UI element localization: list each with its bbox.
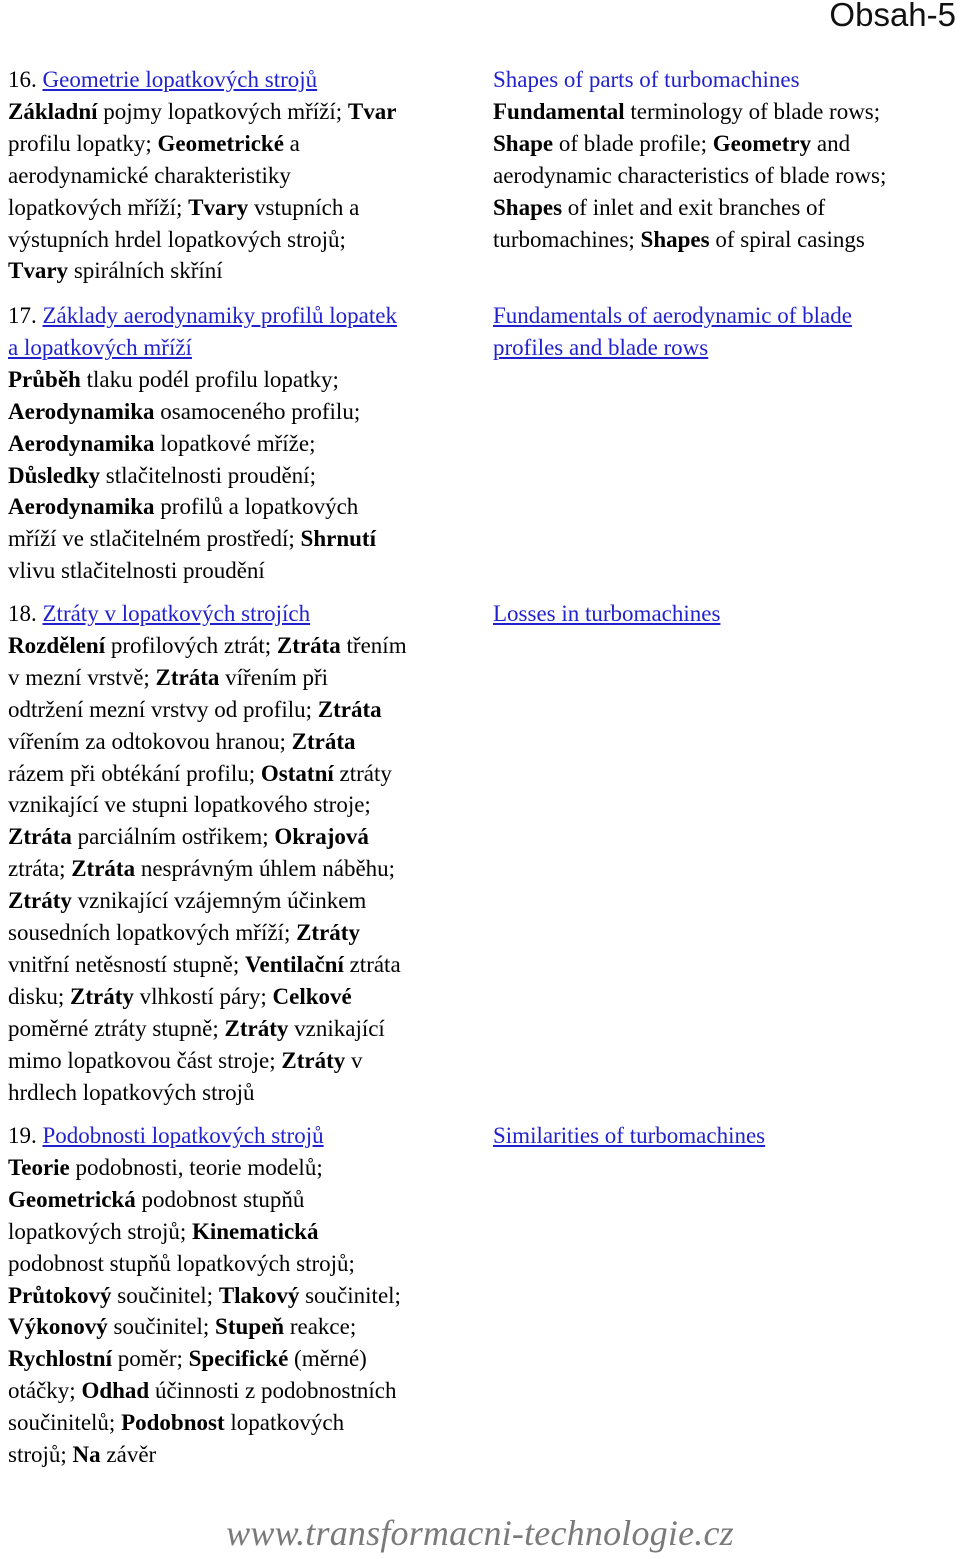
text-line — [8, 96, 480, 128]
section-number: 16. — [8, 67, 37, 92]
section-number: 17. — [8, 303, 37, 328]
section-heading — [8, 300, 480, 332]
text-line — [8, 523, 480, 555]
keyword: Na — [72, 1442, 101, 1468]
footer-url[interactable]: www.transformacni-technologie.cz — [226, 1513, 734, 1553]
text-line — [8, 460, 480, 492]
text-run: profilových ztrát; — [105, 632, 277, 658]
text-run: aerodynamic characteristics of blade rows; — [493, 162, 887, 188]
text-run: odtržení mezní vrstvy od profilu; — [8, 696, 318, 722]
text-run: strojů; — [8, 1442, 73, 1468]
text-line — [8, 364, 480, 396]
text-line — [8, 192, 480, 224]
text-run: turbomachines; — [493, 226, 641, 252]
keyword: Shape — [493, 130, 554, 156]
section-heading — [8, 1120, 480, 1152]
text-run: vnitřní netěsností stupně; — [8, 951, 246, 977]
text-line — [8, 428, 480, 460]
text-run: součinitel; — [299, 1282, 401, 1308]
keyword: Tvary — [8, 258, 69, 284]
english-column — [493, 300, 955, 364]
keyword: Ztráty — [281, 1047, 346, 1073]
text-line — [8, 758, 480, 790]
text-line — [493, 96, 955, 128]
text-run: mříží ve stlačitelném prostředí; — [8, 526, 301, 552]
keyword: Kinematická — [191, 1218, 319, 1244]
text-line — [8, 1184, 480, 1216]
text-run: součinitelů; — [8, 1410, 122, 1436]
section-description — [8, 364, 480, 587]
text-run: poměrné ztráty stupně; — [8, 1015, 225, 1041]
text-line — [8, 160, 480, 192]
keyword: Shapes — [640, 226, 710, 252]
english-title[interactable]: Losses in turbomachines — [493, 601, 721, 626]
keyword: Ostatní — [260, 760, 334, 786]
text-run: of spiral casings — [709, 226, 865, 252]
text-run: a — [283, 130, 300, 156]
text-line — [8, 1343, 480, 1375]
text-run: ztráta; — [8, 856, 72, 882]
keyword: Okrajová — [274, 824, 369, 850]
section-description — [8, 1152, 480, 1471]
text-run: vznikající — [288, 1015, 385, 1041]
text-run: reakce; — [284, 1314, 357, 1340]
keyword: Podobnost — [121, 1410, 225, 1436]
text-run: výstupních hrdel lopatkových strojů; — [8, 226, 346, 252]
czech-column — [8, 1120, 480, 1471]
text-line — [8, 789, 480, 821]
text-run: vstupních a — [248, 194, 360, 220]
text-line — [8, 1152, 480, 1184]
keyword: Fundamental — [493, 98, 625, 124]
text-run: vlivu stlačitelnosti proudění — [8, 558, 265, 584]
keyword: Ztráty — [8, 888, 72, 914]
keyword: Stupeň — [215, 1314, 285, 1340]
keyword: Rozdělení — [8, 632, 106, 658]
text-run: mimo lopatkovou část stroje; — [8, 1047, 282, 1073]
english-title-link[interactable]: Shapes of parts of turbomachines — [493, 67, 800, 92]
text-run: profilu lopatky; — [8, 130, 158, 156]
text-line — [8, 224, 480, 256]
keyword: Aerodynamika — [8, 398, 155, 424]
keyword: Základní — [8, 98, 98, 124]
text-run: tlaku podél profilu lopatky; — [80, 366, 339, 392]
text-run: terminology of blade rows; — [624, 98, 881, 124]
text-line — [8, 1375, 480, 1407]
keyword: Ztráta — [71, 856, 136, 882]
text-run: v — [345, 1047, 363, 1073]
text-line — [8, 662, 480, 694]
text-line — [8, 491, 480, 523]
keyword: Aerodynamika — [8, 494, 155, 520]
text-run: aerodynamické charakteristiky — [8, 162, 291, 188]
text-run: nesprávným úhlem náběhu; — [135, 856, 396, 882]
text-run: (měrné) — [288, 1346, 367, 1372]
keyword: Ztráty — [224, 1015, 289, 1041]
keyword: Výkonový — [8, 1314, 108, 1340]
keyword: Shrnutí — [300, 526, 376, 552]
text-line — [8, 128, 480, 160]
keyword: Specifické — [188, 1346, 289, 1372]
text-run: součinitel; — [107, 1314, 216, 1340]
text-run: hrdlech lopatkových strojů — [8, 1079, 255, 1105]
text-run: rázem při obtékání profilu; — [8, 760, 261, 786]
text-line — [8, 917, 480, 949]
keyword: Ztráta — [8, 824, 72, 850]
keyword: Průtokový — [8, 1282, 112, 1308]
text-line — [493, 128, 955, 160]
keyword: Shapes — [493, 194, 563, 220]
text-line — [8, 694, 480, 726]
czech-column — [8, 598, 480, 1109]
text-run: lopatkových — [224, 1410, 345, 1436]
text-run: součinitel; — [111, 1282, 219, 1308]
text-line — [8, 1013, 480, 1045]
text-line — [8, 853, 480, 885]
keyword: Ztráty — [69, 983, 134, 1009]
section-title-link[interactable]: Geometrie lopatkových strojů — [42, 67, 318, 92]
text-run: disku; — [8, 983, 70, 1009]
keyword: Rychlostní — [8, 1346, 112, 1372]
english-column — [493, 598, 955, 630]
section-heading — [8, 64, 480, 96]
text-line — [8, 396, 480, 428]
text-line — [8, 1077, 480, 1109]
text-run: otáčky; — [8, 1378, 82, 1404]
keyword: Ztráta — [155, 664, 220, 690]
text-line — [493, 160, 955, 192]
text-run: podobnost stupňů — [135, 1186, 305, 1212]
text-run: ztráta — [343, 951, 401, 977]
section-title-link-cont[interactable]: a lopatkových mříží — [8, 334, 192, 360]
english-description — [493, 96, 955, 256]
text-run: ztráty — [333, 760, 392, 786]
czech-column — [8, 64, 480, 287]
text-line — [493, 192, 955, 224]
english-title-cont[interactable]: profiles and blade rows — [493, 334, 709, 360]
english-title[interactable]: Similarities of turbomachines — [493, 1123, 766, 1148]
text-line — [493, 224, 955, 256]
english-column — [493, 1120, 955, 1152]
keyword: Geometrická — [8, 1186, 136, 1212]
text-run: závěr — [100, 1442, 157, 1468]
keyword: Ztráty — [296, 920, 360, 946]
text-line — [8, 255, 480, 287]
text-line — [8, 555, 480, 587]
text-line — [8, 1407, 480, 1439]
text-run: lopatkových strojů; — [8, 1218, 192, 1244]
section-description — [8, 630, 480, 1109]
text-run: pojmy lopatkových mříží; — [97, 98, 348, 124]
english-title[interactable]: Fundamentals of aerodynamic of blade — [493, 303, 852, 328]
section-heading — [8, 598, 480, 630]
text-line — [8, 1045, 480, 1077]
text-run: třením — [340, 632, 407, 658]
text-run: and — [811, 130, 851, 156]
section-number: 19. — [8, 1123, 37, 1148]
text-line — [8, 949, 480, 981]
text-run: osamoceného profilu; — [154, 398, 361, 424]
section-description — [8, 96, 480, 287]
text-run: vznikající vzájemným účinkem — [71, 888, 367, 914]
text-run: profilů a lopatkových — [154, 494, 359, 520]
text-line — [8, 1439, 480, 1471]
keyword: Ventilační — [245, 951, 344, 977]
text-run: of inlet and exit branches of — [562, 194, 826, 220]
keyword: Geometry — [712, 130, 812, 156]
section-number: 18. — [8, 601, 37, 626]
text-line — [8, 821, 480, 853]
text-line — [8, 630, 480, 662]
text-run: podobnosti, teorie modelů; — [69, 1154, 323, 1180]
text-run: účinnosti z podobnostních — [149, 1378, 397, 1404]
czech-column — [8, 300, 480, 587]
section-title-link[interactable]: Ztráty v lopatkových strojích — [42, 601, 311, 626]
text-run: vznikající ve stupni lopatkového stroje; — [8, 792, 371, 818]
keyword: Teorie — [8, 1154, 70, 1180]
text-run: stlačitelnosti proudění; — [100, 462, 316, 488]
keyword: Tvary — [188, 194, 249, 220]
text-line — [8, 885, 480, 917]
text-line — [8, 1311, 480, 1343]
section-title-link[interactable]: Podobnosti lopatkových strojů — [42, 1123, 324, 1148]
text-run: lopatkových mříží; — [8, 194, 189, 220]
text-run: poměr; — [111, 1346, 189, 1372]
section-title-link[interactable]: Základy aerodynamiky profilů lopatek — [42, 303, 397, 328]
text-run: podobnost stupňů lopatkových strojů; — [8, 1250, 355, 1276]
text-run: lopatkové mříže; — [154, 430, 316, 456]
text-run: spirálních skříní — [68, 258, 223, 284]
text-line — [8, 1216, 480, 1248]
keyword: Tlakový — [218, 1282, 300, 1308]
keyword: Ztráta — [317, 696, 382, 722]
text-run: vířením při — [219, 664, 329, 690]
keyword: Odhad — [81, 1378, 150, 1404]
text-run: of blade profile; — [553, 130, 713, 156]
keyword: Celkové — [272, 983, 352, 1009]
text-line — [8, 1280, 480, 1312]
keyword: Průběh — [8, 366, 81, 392]
keyword: Ztráta — [291, 728, 356, 754]
text-run: vlhkostí páry; — [133, 983, 273, 1009]
english-column — [493, 64, 955, 255]
text-run: parciálním ostřikem; — [71, 824, 275, 850]
keyword: Geometrické — [157, 130, 284, 156]
keyword: Ztráta — [276, 632, 341, 658]
text-line — [8, 726, 480, 758]
text-run: v mezní vrstvě; — [8, 664, 156, 690]
keyword: Důsledky — [8, 462, 101, 488]
text-run: sousedních lopatkových mříží; — [8, 920, 297, 946]
keyword: Tvar — [347, 98, 397, 124]
text-line — [8, 981, 480, 1013]
page-label: Obsah-5 — [829, 0, 956, 33]
keyword: Aerodynamika — [8, 430, 155, 456]
text-run: vířením za odtokovou hranou; — [8, 728, 292, 754]
text-line — [8, 1248, 480, 1280]
